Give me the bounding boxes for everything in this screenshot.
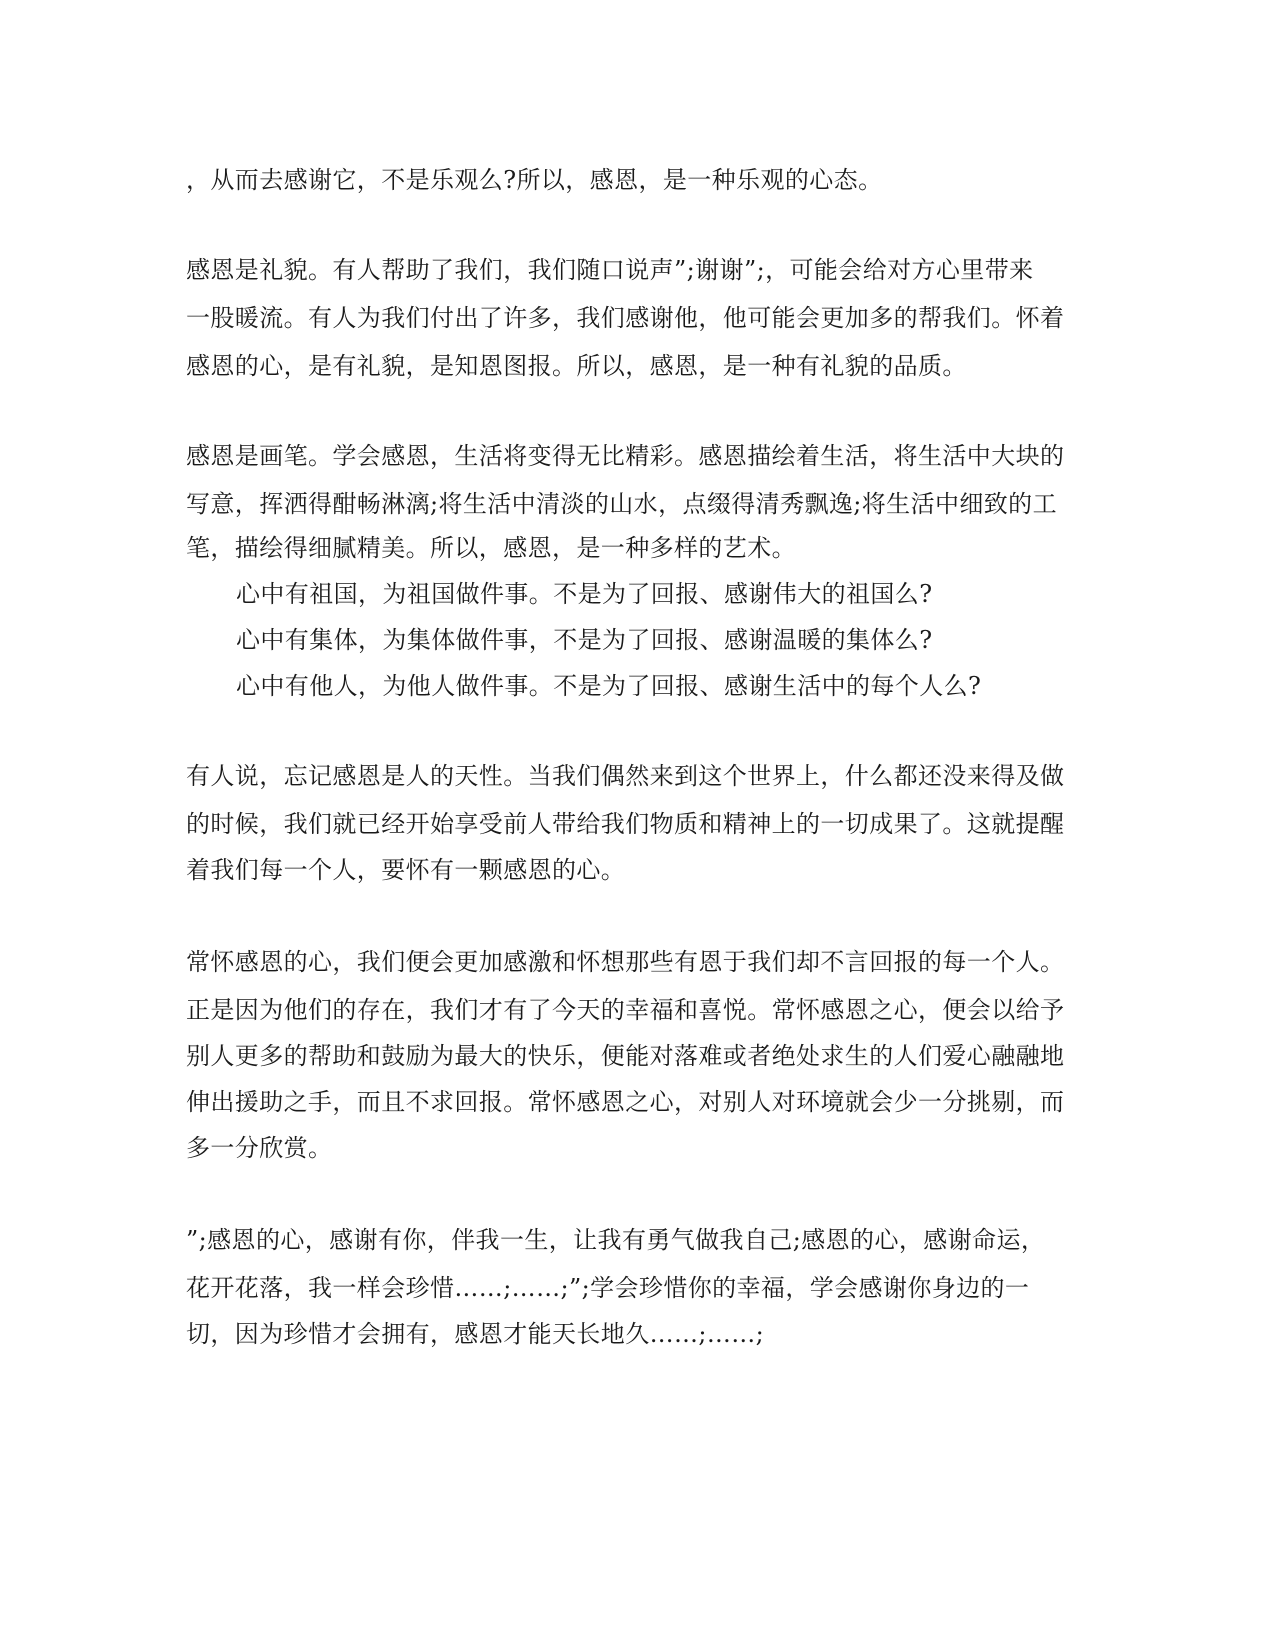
text-line: 感恩是画笔。学会感恩，生活将变得无比精彩。感恩描绘着生活，将生活中大块的	[186, 442, 1065, 470]
text-line: 感恩的心，是有礼貌，是知恩图报。所以，感恩，是一种有礼貌的品质。	[186, 352, 967, 380]
text-line: 一股暖流。有人为我们付出了许多，我们感谢他，他可能会更加多的帮我们。怀着	[186, 304, 1065, 332]
text-line: 心中有祖国，为祖国做件事。不是为了回报、感谢伟大的祖国么?	[236, 580, 933, 608]
text-line: ，从而去感谢它，不是乐观么?所以，感恩，是一种乐观的心态。	[186, 166, 883, 194]
text-line: 花开花落，我一样会珍惜……;……;”;学会珍惜你的幸福，学会感谢你身边的一	[186, 1274, 1030, 1302]
text-line: 心中有集体，为集体做件事，不是为了回报、感谢温暖的集体么?	[236, 626, 933, 654]
text-line: 伸出援助之手，而且不求回报。常怀感恩之心，对别人对环境就会少一分挑剔，而	[186, 1088, 1065, 1116]
text-line: 切，因为珍惜才会拥有，感恩才能天长地久……;……;	[186, 1320, 765, 1348]
text-line: 感恩是礼貌。有人帮助了我们，我们随口说声”;谢谢”;，可能会给对方心里带来	[186, 256, 1034, 284]
text-line: 别人更多的帮助和鼓励为最大的快乐，便能对落难或者绝处求生的人们爱心融融地	[186, 1042, 1065, 1070]
text-line: 写意，挥洒得酣畅淋漓;将生活中清淡的山水，点缀得清秀飘逸;将生活中细致的工	[186, 490, 1057, 518]
text-line: 的时候，我们就已经开始享受前人带给我们物质和精神上的一切成果了。这就提醒	[186, 810, 1065, 838]
text-line: 有人说，忘记感恩是人的天性。当我们偶然来到这个世界上，什么都还没来得及做	[186, 762, 1065, 790]
text-line: 着我们每一个人，要怀有一颗感恩的心。	[186, 856, 626, 884]
text-line: 心中有他人，为他人做件事。不是为了回报、感谢生活中的每个人么?	[236, 672, 982, 700]
text-line: 正是因为他们的存在，我们才有了今天的幸福和喜悦。常怀感恩之心，便会以给予	[186, 996, 1065, 1024]
text-line: 常怀感恩的心，我们便会更加感激和怀想那些有恩于我们却不言回报的每一个人。	[186, 948, 1065, 976]
text-line: ”;感恩的心，感谢有你，伴我一生，让我有勇气做我自己;感恩的心，感谢命运，	[186, 1226, 1046, 1254]
text-line: 笔，描绘得细腻精美。所以，感恩，是一种多样的艺术。	[186, 534, 796, 562]
text-line: 多一分欣赏。	[186, 1134, 333, 1162]
